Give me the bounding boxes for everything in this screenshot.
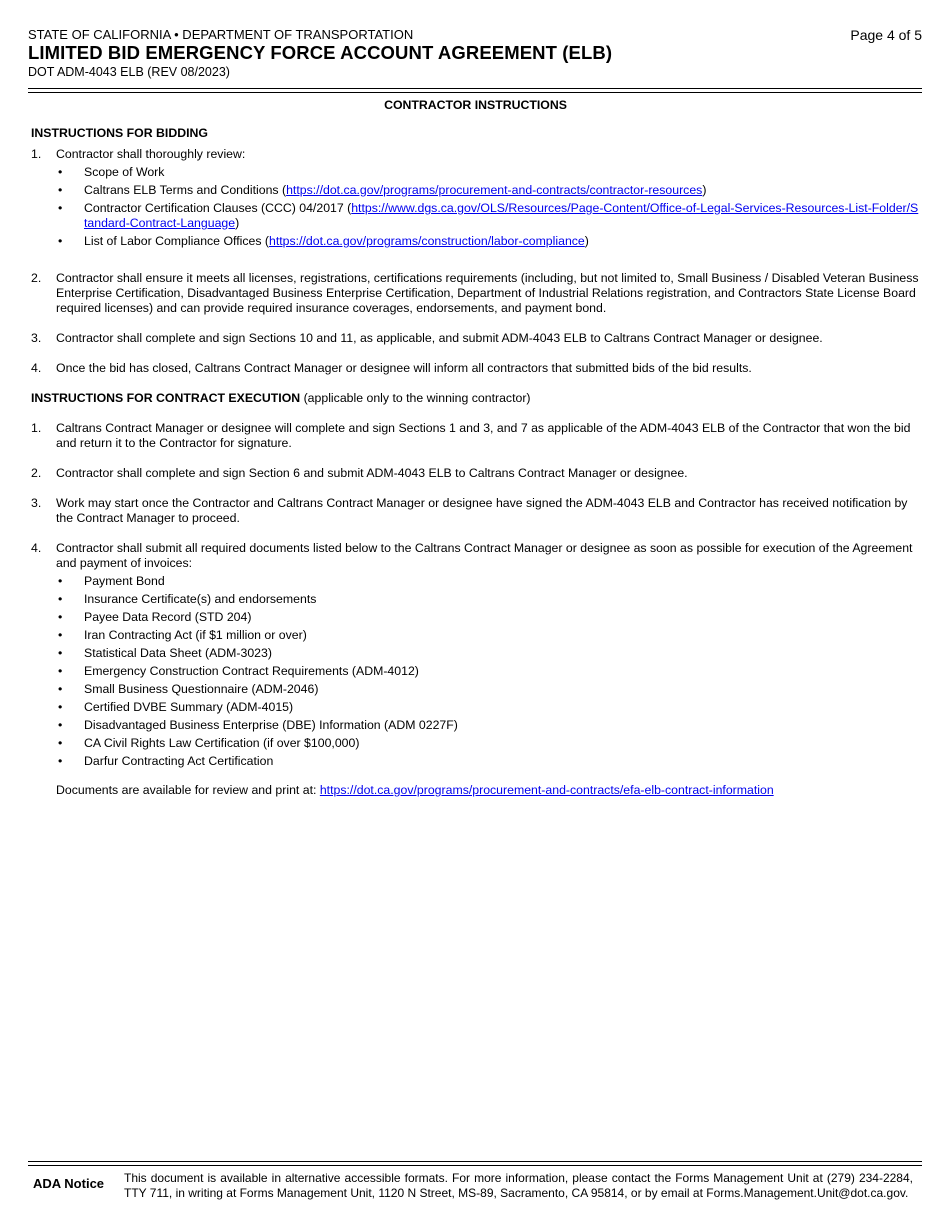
item-text: Contractor shall ensure it meets all licenses, registrations, certifications requirements (including, but not limited to, Small Business / Disabled Veteran Business Enterprise Certification, Disadvantaged Business Enterprise Certification, Department of Industrial Relations registration, and Contractors State License Board required licenses) and can provide required insurance coverages, endorsements, and payment bond. bbox=[56, 271, 919, 315]
execution-heading: INSTRUCTIONS FOR CONTRACT EXECUTION (applicable only to the winning contractor) bbox=[31, 391, 531, 405]
form-title: LIMITED BID EMERGENCY FORCE ACCOUNT AGREEMENT (ELB) bbox=[28, 42, 613, 63]
execution-item-3 bbox=[31, 496, 920, 526]
list-item: • Scope of Work bbox=[56, 165, 920, 180]
ada-notice-text: This document is available in alternative accessible formats. For more information, please contact the Forms Management Unit at (279) 234-2284, TTY 711, in writing at Forms Management Unit, 1120 N Street, MS-89, Sacramento, CA 95814, or by email at Forms.Management.Unit@dot.ca.gov. bbox=[124, 1171, 913, 1200]
item-number: 3. bbox=[31, 496, 42, 510]
section-title: CONTRACTOR INSTRUCTIONS bbox=[384, 98, 567, 112]
review-list bbox=[56, 165, 920, 249]
item-text: Contractor shall complete and sign Sections 10 and 11, as applicable, and submit ADM-4043 ELB to Caltrans Contract Manager or designee. bbox=[56, 331, 823, 345]
documents-availability: Documents are available for review and print at: https://dot.ca.gov/programs/procurement-and-contracts/efa-elb-contract-information bbox=[56, 783, 774, 797]
bidding-heading: INSTRUCTIONS FOR BIDDING bbox=[31, 126, 208, 140]
item-text: Contractor shall thoroughly review: bbox=[56, 147, 246, 161]
list-item: • Darfur Contracting Act Certification bbox=[56, 754, 920, 769]
item-text: Contractor shall complete and sign Section 6 and submit ADM-4043 ELB to Caltrans Contract Manager or designee. bbox=[56, 466, 688, 480]
agency-line: STATE OF CALIFORNIA • DEPARTMENT OF TRANSPORTATION bbox=[28, 27, 414, 42]
labor-compliance-link[interactable]: https://dot.ca.gov/programs/construction/labor-compliance bbox=[269, 234, 585, 248]
documents-list bbox=[56, 574, 920, 769]
list-item: • Insurance Certificate(s) and endorsements bbox=[56, 592, 920, 607]
execution-item-2 bbox=[31, 466, 920, 481]
list-item: • Disadvantaged Business Enterprise (DBE) Information (ADM 0227F) bbox=[56, 718, 920, 733]
execution-item-1 bbox=[31, 421, 920, 451]
bidding-item-3 bbox=[31, 331, 920, 346]
instructions-body bbox=[31, 98, 920, 798]
list-item: • Emergency Construction Contract Requirements (ADM-4012) bbox=[56, 664, 920, 679]
form-number: DOT ADM-4043 ELB (REV 08/2023) bbox=[28, 65, 230, 79]
bidding-item-2 bbox=[31, 271, 920, 316]
list-item: • Small Business Questionnaire (ADM-2046) bbox=[56, 682, 920, 697]
item-text: Contractor shall submit all required documents listed below to the Caltrans Contract Manager or designee as soon as possible for execution of the Agreement and payment of invoices: bbox=[56, 541, 913, 570]
list-item: • List of Labor Compliance Offices (https://dot.ca.gov/programs/construction/labor-compliance) bbox=[56, 234, 920, 249]
page-indicator: Page 4 of 5 bbox=[850, 27, 922, 43]
item-text: Caltrans Contract Manager or designee will complete and sign Sections 1 and 3, and 7 as applicable of the ADM-4043 ELB of the Contractor that won the bid and return it to the Contractor for signature. bbox=[56, 421, 911, 450]
item-number: 3. bbox=[31, 331, 42, 345]
item-text: Once the bid has closed, Caltrans Contract Manager or designee will inform all contractors that submitted bids of the bid results. bbox=[56, 361, 752, 375]
list-item: • Payment Bond bbox=[56, 574, 920, 589]
ada-notice-label: ADA Notice bbox=[33, 1176, 105, 1191]
ccc-link[interactable]: https://www.dgs.ca.gov/OLS/Resources/Page-Content/Office-of-Legal-Services-Resources-List-Folder/Standard-Contract-Language bbox=[84, 201, 919, 230]
list-item: • Certified DVBE Summary (ADM-4015) bbox=[56, 700, 920, 715]
execution-note: (applicable only to the winning contractor) bbox=[300, 391, 531, 405]
header-divider bbox=[28, 88, 922, 93]
documents-link[interactable]: https://dot.ca.gov/programs/procurement-and-contracts/efa-elb-contract-information bbox=[319, 783, 774, 797]
list-item: • Statistical Data Sheet (ADM-3023) bbox=[56, 646, 920, 661]
bidding-item-1 bbox=[31, 147, 920, 249]
item-number: 1. bbox=[31, 421, 42, 435]
terms-link[interactable]: https://dot.ca.gov/programs/procurement-and-contracts/contractor-resources bbox=[286, 183, 703, 197]
list-item: • Caltrans ELB Terms and Conditions (https://dot.ca.gov/programs/procurement-and-contracts/contractor-resources) bbox=[56, 183, 920, 198]
item-number: 4. bbox=[31, 361, 42, 375]
form-header bbox=[28, 27, 612, 79]
item-number: 1. bbox=[31, 147, 42, 161]
footer-divider bbox=[28, 1161, 922, 1166]
list-item: • Iran Contracting Act (if $1 million or over) bbox=[56, 628, 920, 643]
item-number: 2. bbox=[31, 466, 42, 480]
list-item: • Contractor Certification Clauses (CCC) 04/2017 (https://www.dgs.ca.gov/OLS/Resources/Page-Content/Office-of-Legal-Services-Resources-List-Folder/Standard-Contract-Language) bbox=[56, 201, 920, 231]
item-text: Work may start once the Contractor and Caltrans Contract Manager or designee have signed the ADM-4043 ELB and Contractor has received notification by the Contract Manager to proceed. bbox=[56, 496, 908, 525]
execution-item-4 bbox=[31, 541, 920, 769]
item-number: 4. bbox=[31, 541, 42, 555]
list-item: • CA Civil Rights Law Certification (if over $100,000) bbox=[56, 736, 920, 751]
bidding-item-4 bbox=[31, 361, 920, 376]
item-number: 2. bbox=[31, 271, 42, 285]
list-item: • Payee Data Record (STD 204) bbox=[56, 610, 920, 625]
